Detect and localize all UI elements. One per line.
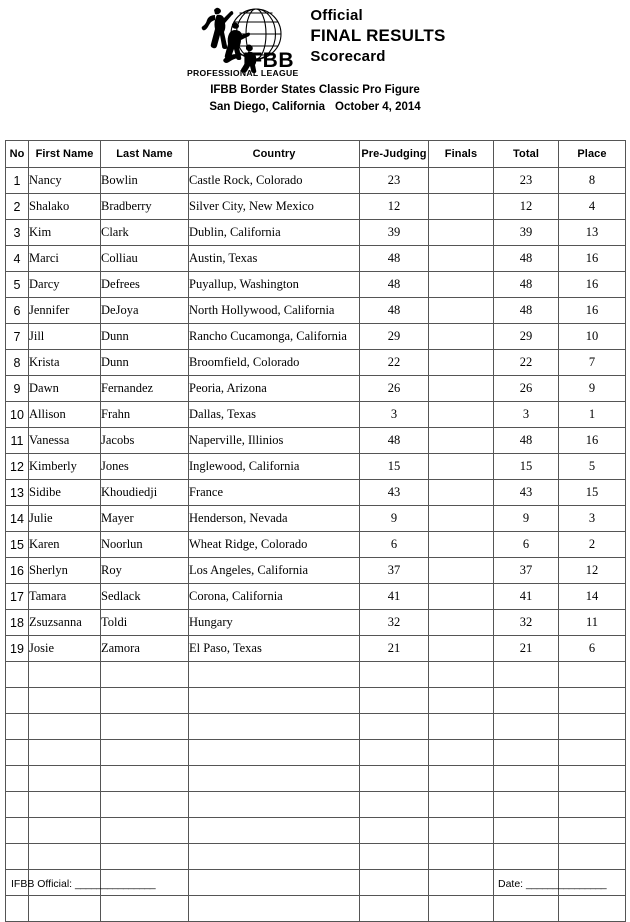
event-name: IFBB Border States Classic Pro Figure (210, 84, 420, 96)
cell-pre-judging: 12 (360, 194, 429, 220)
cell-pre-judging-empty (360, 740, 429, 766)
cell-first-name: Krista (29, 350, 101, 376)
cell-first-name: Kim (29, 220, 101, 246)
cell-finals (429, 220, 494, 246)
cell-no: 11 (6, 428, 29, 454)
table-row-empty (6, 688, 626, 714)
cell-finals-empty (429, 870, 494, 896)
cell-place: 7 (559, 350, 626, 376)
cell-no: 18 (6, 610, 29, 636)
cell-finals (429, 428, 494, 454)
table-row-empty (6, 662, 626, 688)
cell-last-name: Roy (101, 558, 189, 584)
cell-country: Puyallup, Washington (189, 272, 360, 298)
results-table (5, 140, 626, 922)
cell-no: 2 (6, 194, 29, 220)
cell-place: 15 (559, 480, 626, 506)
cell-finals (429, 298, 494, 324)
table-row (6, 610, 626, 636)
table-row (6, 636, 626, 662)
column-header-last-name: Last Name (101, 141, 189, 168)
cell-finals (429, 350, 494, 376)
cell-country: Dallas, Texas (189, 402, 360, 428)
cell-place-empty (559, 740, 626, 766)
cell-last-name-empty (101, 714, 189, 740)
column-header-country: Country (189, 141, 360, 168)
cell-first-name-empty (29, 766, 101, 792)
cell-last-name: Toldi (101, 610, 189, 636)
cell-first-name: Karen (29, 532, 101, 558)
cell-finals (429, 324, 494, 350)
document-title-block (310, 2, 445, 66)
date-field (498, 878, 606, 890)
cell-no: 13 (6, 480, 29, 506)
cell-finals (429, 610, 494, 636)
cell-pre-judging: 41 (360, 584, 429, 610)
cell-last-name: Frahn (101, 402, 189, 428)
event-location-date (0, 99, 630, 116)
cell-country: Dublin, California (189, 220, 360, 246)
cell-last-name: Jones (101, 454, 189, 480)
cell-place: 9 (559, 376, 626, 402)
cell-finals-empty (429, 818, 494, 844)
cell-total-empty (494, 818, 559, 844)
cell-country: Broomfield, Colorado (189, 350, 360, 376)
event-info (0, 82, 630, 115)
cell-country: Inglewood, California (189, 454, 360, 480)
cell-place: 1 (559, 402, 626, 428)
table-row (6, 506, 626, 532)
cell-country: Peoria, Arizona (189, 376, 360, 402)
table-row-empty (6, 896, 626, 922)
cell-first-name: Nancy (29, 168, 101, 194)
cell-country: El Paso, Texas (189, 636, 360, 662)
cell-pre-judging-empty (360, 844, 429, 870)
cell-first-name: Josie (29, 636, 101, 662)
cell-place: 10 (559, 324, 626, 350)
cell-last-name-empty (101, 688, 189, 714)
title-official: Official (310, 7, 363, 24)
cell-total: 39 (494, 220, 559, 246)
cell-total: 26 (494, 376, 559, 402)
date-label: Date: (498, 878, 524, 890)
cell-pre-judging: 32 (360, 610, 429, 636)
table-row (6, 246, 626, 272)
cell-no-empty (6, 766, 29, 792)
cell-total: 48 (494, 246, 559, 272)
cell-country: Henderson, Nevada (189, 506, 360, 532)
cell-pre-judging-empty (360, 818, 429, 844)
cell-finals (429, 506, 494, 532)
cell-country-empty (189, 792, 360, 818)
table-row (6, 428, 626, 454)
cell-total-empty (494, 844, 559, 870)
cell-pre-judging-empty (360, 662, 429, 688)
table-row-empty (6, 740, 626, 766)
cell-total: 9 (494, 506, 559, 532)
cell-place-empty (559, 688, 626, 714)
cell-finals (429, 584, 494, 610)
table-row (6, 194, 626, 220)
cell-first-name-empty (29, 662, 101, 688)
cell-no: 8 (6, 350, 29, 376)
cell-finals (429, 168, 494, 194)
table-row (6, 454, 626, 480)
ifbb-logo-league-text: PROFESSIONAL LEAGUE (187, 68, 299, 78)
cell-last-name: Colliau (101, 246, 189, 272)
cell-last-name-empty (101, 792, 189, 818)
cell-first-name-empty (29, 688, 101, 714)
ifbb-logo-wordmark: IFBB (243, 49, 295, 72)
cell-no-empty (6, 662, 29, 688)
table-row (6, 168, 626, 194)
cell-finals (429, 636, 494, 662)
cell-place: 11 (559, 610, 626, 636)
cell-pre-judging: 3 (360, 402, 429, 428)
cell-last-name-empty (101, 896, 189, 922)
cell-country-empty (189, 662, 360, 688)
cell-total: 41 (494, 584, 559, 610)
cell-pre-judging-empty (360, 896, 429, 922)
cell-first-name: Marci (29, 246, 101, 272)
cell-pre-judging: 48 (360, 246, 429, 272)
cell-place-empty (559, 662, 626, 688)
cell-place: 12 (559, 558, 626, 584)
cell-total: 23 (494, 168, 559, 194)
cell-last-name: Noorlun (101, 532, 189, 558)
cell-first-name: Vanessa (29, 428, 101, 454)
cell-country: Naperville, Illinios (189, 428, 360, 454)
cell-place: 5 (559, 454, 626, 480)
cell-finals (429, 402, 494, 428)
cell-no: 10 (6, 402, 29, 428)
cell-finals (429, 480, 494, 506)
cell-country: Castle Rock, Colorado (189, 168, 360, 194)
table-row (6, 350, 626, 376)
cell-finals-empty (429, 662, 494, 688)
cell-no-empty (6, 688, 29, 714)
cell-finals-empty (429, 740, 494, 766)
table-row-empty (6, 766, 626, 792)
table-row (6, 480, 626, 506)
column-header-no: No (6, 141, 29, 168)
cell-last-name-empty (101, 662, 189, 688)
event-date: October 4, 2014 (335, 100, 421, 113)
column-header-place: Place (559, 141, 626, 168)
cell-last-name: Bowlin (101, 168, 189, 194)
cell-pre-judging: 39 (360, 220, 429, 246)
cell-first-name: Kimberly (29, 454, 101, 480)
cell-no-empty (6, 740, 29, 766)
cell-total-empty (494, 714, 559, 740)
ifbb-logo-artwork (184, 2, 304, 78)
cell-place-empty (559, 844, 626, 870)
cell-finals (429, 454, 494, 480)
cell-pre-judging: 29 (360, 324, 429, 350)
cell-first-name: Dawn (29, 376, 101, 402)
cell-place: 3 (559, 506, 626, 532)
cell-last-name-empty (101, 818, 189, 844)
results-table-container (5, 140, 625, 922)
cell-total: 21 (494, 636, 559, 662)
cell-no: 14 (6, 506, 29, 532)
cell-country: France (189, 480, 360, 506)
cell-place: 8 (559, 168, 626, 194)
cell-pre-judging: 6 (360, 532, 429, 558)
cell-country: Corona, California (189, 584, 360, 610)
cell-pre-judging: 23 (360, 168, 429, 194)
cell-pre-judging: 22 (360, 350, 429, 376)
cell-total: 22 (494, 350, 559, 376)
cell-total-empty (494, 766, 559, 792)
cell-no: 17 (6, 584, 29, 610)
cell-no: 4 (6, 246, 29, 272)
cell-first-name: Sidibe (29, 480, 101, 506)
cell-total: 48 (494, 428, 559, 454)
cell-place: 14 (559, 584, 626, 610)
cell-no-empty (6, 844, 29, 870)
cell-country-empty (189, 896, 360, 922)
cell-country-empty (189, 870, 360, 896)
cell-country-empty (189, 818, 360, 844)
table-row-empty (6, 714, 626, 740)
cell-place-empty (559, 896, 626, 922)
cell-pre-judging-empty (360, 688, 429, 714)
cell-total: 6 (494, 532, 559, 558)
cell-pre-judging: 15 (360, 454, 429, 480)
cell-pre-judging: 37 (360, 558, 429, 584)
cell-pre-judging: 43 (360, 480, 429, 506)
cell-pre-judging: 48 (360, 298, 429, 324)
cell-place: 16 (559, 428, 626, 454)
cell-first-name-empty (29, 896, 101, 922)
cell-first-name: Jennifer (29, 298, 101, 324)
table-row (6, 298, 626, 324)
cell-place-empty (559, 792, 626, 818)
cell-total: 48 (494, 272, 559, 298)
cell-no: 19 (6, 636, 29, 662)
event-location: San Diego, California (209, 100, 325, 113)
cell-first-name-empty (29, 714, 101, 740)
cell-place-empty (559, 818, 626, 844)
cell-pre-judging-empty (360, 792, 429, 818)
cell-country: Austin, Texas (189, 246, 360, 272)
cell-place: 4 (559, 194, 626, 220)
cell-total-empty (494, 792, 559, 818)
title-scorecard: Scorecard (310, 47, 386, 65)
cell-last-name: Defrees (101, 272, 189, 298)
cell-country-empty (189, 688, 360, 714)
official-signature-field (11, 878, 155, 890)
cell-last-name: Zamora (101, 636, 189, 662)
table-row (6, 558, 626, 584)
cell-place: 2 (559, 532, 626, 558)
cell-first-name-empty (29, 818, 101, 844)
ifbb-logo (184, 2, 304, 78)
cell-pre-judging-empty (360, 766, 429, 792)
cell-country-empty (189, 844, 360, 870)
cell-finals (429, 246, 494, 272)
column-header-finals: Finals (429, 141, 494, 168)
cell-first-name: Sherlyn (29, 558, 101, 584)
cell-total: 43 (494, 480, 559, 506)
cell-first-name: Shalako (29, 194, 101, 220)
cell-place: 16 (559, 298, 626, 324)
table-header (6, 141, 626, 168)
column-header-total: Total (494, 141, 559, 168)
cell-total-empty (494, 740, 559, 766)
table-row (6, 376, 626, 402)
cell-finals-empty (429, 896, 494, 922)
cell-total: 3 (494, 402, 559, 428)
cell-last-name: Fernandez (101, 376, 189, 402)
cell-country-empty (189, 740, 360, 766)
table-row-empty (6, 844, 626, 870)
table-header-row (6, 141, 626, 168)
cell-pre-judging-empty (360, 714, 429, 740)
cell-first-name: Jill (29, 324, 101, 350)
cell-finals-empty (429, 792, 494, 818)
cell-last-name-empty (101, 766, 189, 792)
title-final-results: FINAL RESULTS (310, 26, 446, 46)
table-row (6, 402, 626, 428)
cell-total: 37 (494, 558, 559, 584)
official-label: IFBB Official: (11, 878, 73, 890)
cell-country-empty (189, 714, 360, 740)
cell-no: 15 (6, 532, 29, 558)
table-row (6, 220, 626, 246)
cell-total: 12 (494, 194, 559, 220)
cell-pre-judging: 9 (360, 506, 429, 532)
cell-pre-judging: 48 (360, 272, 429, 298)
cell-first-name-empty (29, 740, 101, 766)
cell-pre-judging: 21 (360, 636, 429, 662)
cell-no: 7 (6, 324, 29, 350)
cell-first-name: Darcy (29, 272, 101, 298)
cell-total: 15 (494, 454, 559, 480)
cell-no-empty (6, 714, 29, 740)
cell-no-empty (6, 818, 29, 844)
cell-first-name-empty (29, 844, 101, 870)
cell-last-name: Jacobs (101, 428, 189, 454)
cell-no-empty (6, 896, 29, 922)
cell-place: 6 (559, 636, 626, 662)
cell-no: 5 (6, 272, 29, 298)
cell-country: Silver City, New Mexico (189, 194, 360, 220)
cell-total: 29 (494, 324, 559, 350)
cell-total: 32 (494, 610, 559, 636)
table-body (6, 168, 626, 922)
cell-last-name: Sedlack (101, 584, 189, 610)
cell-finals (429, 376, 494, 402)
cell-no: 16 (6, 558, 29, 584)
cell-finals-empty (429, 844, 494, 870)
cell-finals (429, 194, 494, 220)
cell-place-empty (559, 766, 626, 792)
cell-no-empty (6, 792, 29, 818)
date-line: _______________ (526, 878, 607, 890)
table-row (6, 532, 626, 558)
cell-finals-empty (429, 766, 494, 792)
table-row (6, 324, 626, 350)
official-signature-line: _______________ (75, 878, 156, 890)
cell-last-name: DeJoya (101, 298, 189, 324)
table-row-empty (6, 818, 626, 844)
table-row (6, 584, 626, 610)
cell-country: Rancho Cucamonga, California (189, 324, 360, 350)
cell-last-name: Bradberry (101, 194, 189, 220)
cell-place-empty (559, 714, 626, 740)
cell-country-empty (189, 766, 360, 792)
cell-country: Wheat Ridge, Colorado (189, 532, 360, 558)
cell-first-name: Zsuzsanna (29, 610, 101, 636)
cell-finals-empty (429, 714, 494, 740)
cell-finals (429, 532, 494, 558)
cell-pre-judging: 48 (360, 428, 429, 454)
cell-finals-empty (429, 688, 494, 714)
cell-no: 6 (6, 298, 29, 324)
cell-total-empty (494, 688, 559, 714)
cell-last-name: Dunn (101, 324, 189, 350)
cell-first-name: Allison (29, 402, 101, 428)
cell-last-name: Dunn (101, 350, 189, 376)
cell-last-name-empty (101, 844, 189, 870)
column-header-first-name: First Name (29, 141, 101, 168)
cell-place: 13 (559, 220, 626, 246)
cell-finals (429, 272, 494, 298)
cell-last-name: Mayer (101, 506, 189, 532)
cell-country: Los Angeles, California (189, 558, 360, 584)
cell-total: 48 (494, 298, 559, 324)
document-header (0, 0, 630, 78)
cell-last-name: Clark (101, 220, 189, 246)
cell-total-empty (494, 896, 559, 922)
cell-no: 9 (6, 376, 29, 402)
cell-country: North Hollywood, California (189, 298, 360, 324)
cell-finals (429, 558, 494, 584)
cell-first-name: Julie (29, 506, 101, 532)
cell-first-name: Tamara (29, 584, 101, 610)
cell-place: 16 (559, 246, 626, 272)
table-row (6, 272, 626, 298)
cell-pre-judging: 26 (360, 376, 429, 402)
cell-pre-judging-empty (360, 870, 429, 896)
cell-no: 1 (6, 168, 29, 194)
cell-first-name-empty (29, 792, 101, 818)
column-header-pre-judging: Pre-Judging (360, 141, 429, 168)
table-row-empty (6, 792, 626, 818)
cell-last-name: Khoudiedji (101, 480, 189, 506)
cell-country: Hungary (189, 610, 360, 636)
cell-last-name-empty (101, 740, 189, 766)
cell-no: 3 (6, 220, 29, 246)
cell-no: 12 (6, 454, 29, 480)
cell-total-empty (494, 662, 559, 688)
cell-place: 16 (559, 272, 626, 298)
